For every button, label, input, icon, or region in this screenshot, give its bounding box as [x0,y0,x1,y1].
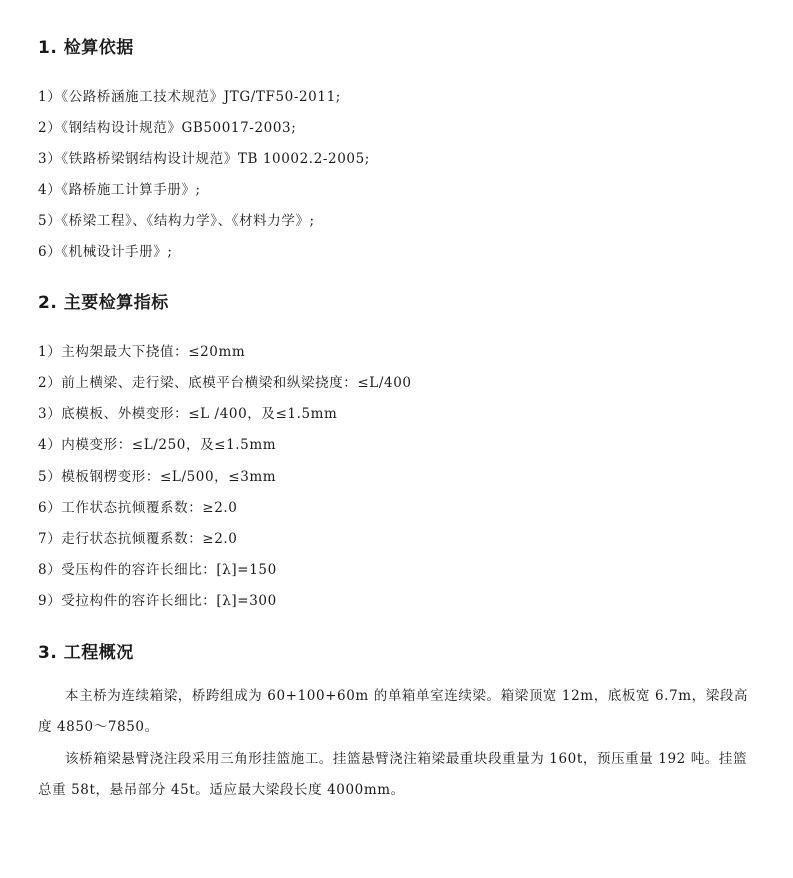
section-heading-basis: 1. 检算依据 [38,38,134,58]
section-heading-overview: 3. 工程概况 [38,643,134,663]
basis-item-6: 6）《机械设计手册》; [38,244,173,260]
indicator-item-9: 9）受拉构件的容许长细比：[λ]=300 [38,593,277,609]
indicator-item-7: 7）走行状态抗倾覆系数：≥2.0 [38,531,238,547]
overview-paragraph-1: 本主桥为连续箱梁，桥跨组成为 60+100+60m 的单箱单室连续梁。箱梁顶宽 12m，底板宽 6.7m，梁段高度 4850～7850。 [38,688,749,735]
basis-item-3: 3）《铁路桥梁钢结构设计规范》TB 10002.2-2005; [38,151,370,167]
overview-paragraph-2: 该桥箱梁悬臂浇注段采用三角形挂篮施工。挂篮悬臂浇注箱梁最重块段重量为 160t，预压重量 192 吨。挂篮总重 58t，悬吊部分 45t。适应最大梁段长度 4000mm。 [38,751,748,798]
indicator-item-3: 3）底模板、外模变形：≤L /400，及≤1.5mm [38,406,338,422]
indicator-item-2: 2）前上横梁、走行梁、底模平台横梁和纵梁挠度：≤L/400 [38,375,412,391]
basis-item-4: 4）《路桥施工计算手册》; [38,182,201,198]
basis-item-1: 1）《公路桥涵施工技术规范》JTG/TF50-2011; [38,89,341,105]
indicator-item-1: 1）主构架最大下挠值：≤20mm [38,344,246,360]
basis-item-2: 2）《钢结构设计规范》GB50017-2003; [38,120,297,136]
indicator-item-4: 4）内模变形：≤L/250，及≤1.5mm [38,437,277,453]
indicator-item-6: 6）工作状态抗倾覆系数：≥2.0 [38,500,238,516]
indicator-item-8: 8）受压构件的容许长细比：[λ]=150 [38,562,277,578]
indicator-item-5: 5）模板钢楞变形：≤L/500，≤3mm [38,469,277,485]
section-heading-indicators: 2. 主要检算指标 [38,293,169,313]
basis-item-5: 5）《桥梁工程》、《结构力学》、《材料力学》; [38,213,315,229]
